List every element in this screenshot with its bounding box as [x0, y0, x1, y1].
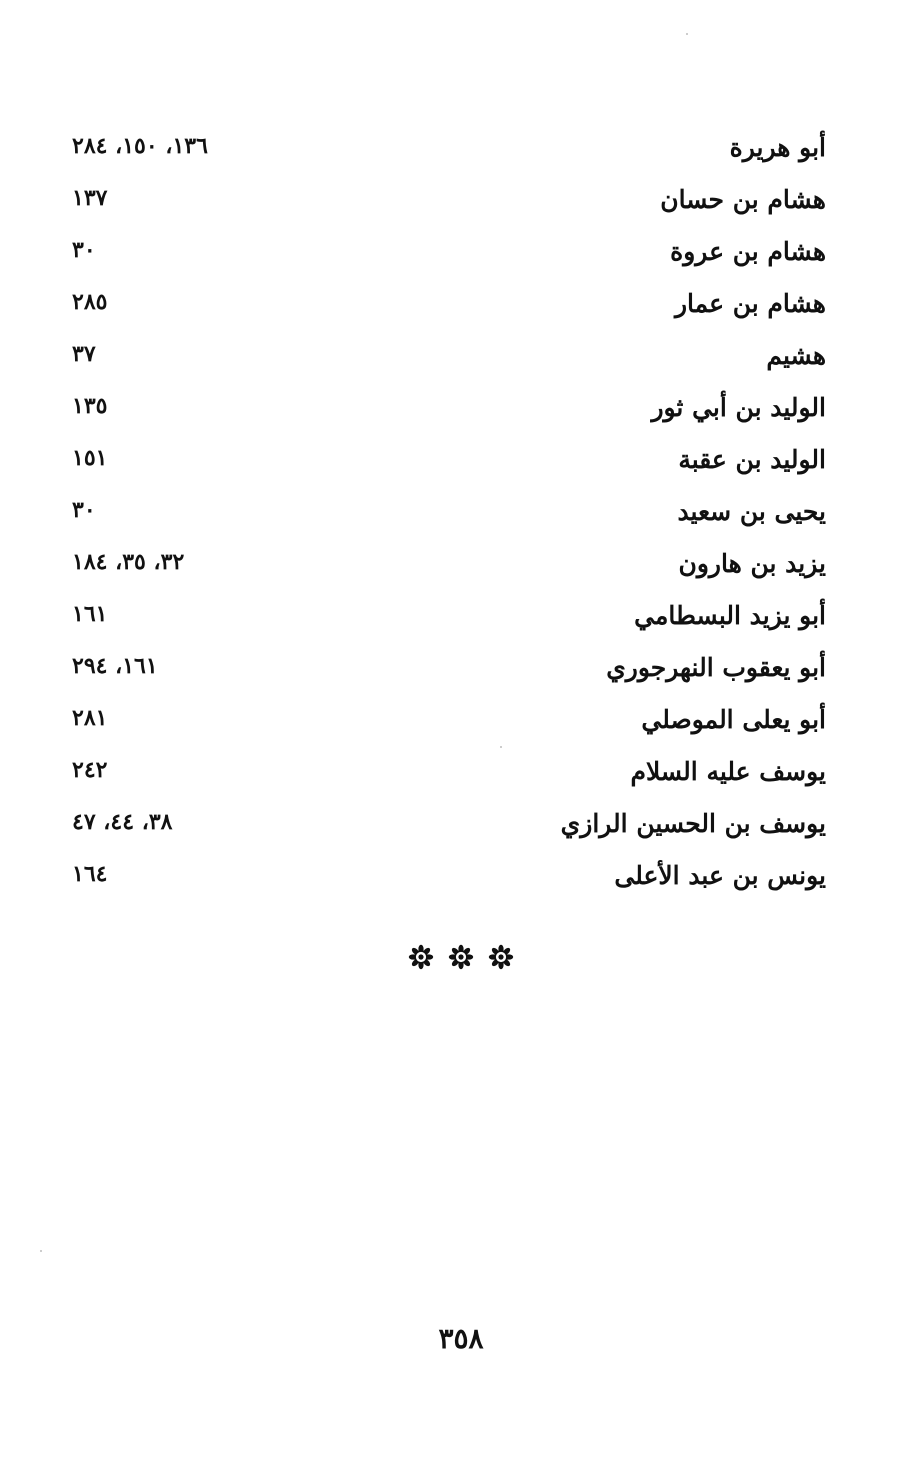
- entry-page-numbers: ٢٨١: [72, 705, 108, 731]
- index-entry: [0, 644, 922, 696]
- entry-page-numbers: ١٥١: [72, 445, 108, 471]
- index-list: [0, 124, 922, 904]
- index-entry: [0, 592, 922, 644]
- index-entry: [0, 488, 922, 540]
- index-entry: [0, 332, 922, 384]
- entry-page-numbers: ٢٨٥: [72, 289, 108, 315]
- entry-name: هشام بن حسان: [660, 185, 826, 214]
- entry-name: أبو هريرة: [729, 133, 826, 162]
- print-speck: [40, 1250, 42, 1252]
- index-entry: [0, 748, 922, 800]
- entry-name: يحيى بن سعيد: [677, 497, 826, 526]
- entry-name: أبو يعقوب النهرجوري: [606, 653, 826, 682]
- floral-ornament-icon: [488, 944, 514, 970]
- entry-name: هشام بن عروة: [670, 237, 826, 266]
- entry-name: هشام بن عمار: [674, 289, 826, 318]
- index-entry: [0, 696, 922, 748]
- print-speck: [500, 746, 502, 748]
- entry-page-numbers: ٣٢، ٣٥، ١٨٤: [72, 549, 185, 575]
- entry-page-numbers: ٣٧: [72, 341, 96, 367]
- entry-page-numbers: ١٦١: [72, 601, 108, 627]
- print-speck: [686, 33, 688, 35]
- entry-page-numbers: ٣٨، ٤٤، ٤٧: [72, 809, 173, 835]
- entry-page-numbers: ٣٠: [72, 497, 96, 523]
- index-entry: [0, 540, 922, 592]
- index-entry: [0, 280, 922, 332]
- index-entry: [0, 384, 922, 436]
- entry-name: أبو يزيد البسطامي: [634, 601, 826, 630]
- section-end-ornaments: [0, 944, 922, 970]
- floral-ornament-icon: [408, 944, 434, 970]
- floral-ornament-icon: [448, 944, 474, 970]
- entry-name: الوليد بن أبي ثور: [651, 393, 826, 422]
- entry-name: هشيم: [766, 341, 826, 370]
- index-entry: [0, 436, 922, 488]
- entry-page-numbers: ١٦١، ٢٩٤: [72, 653, 158, 679]
- index-entry: [0, 124, 922, 176]
- entry-name: أبو يعلى الموصلي: [641, 705, 826, 734]
- entry-page-numbers: ١٣٥: [72, 393, 108, 419]
- entry-name: الوليد بن عقبة: [678, 445, 826, 474]
- page-number: ٣٥٨: [438, 1322, 484, 1355]
- entry-page-numbers: ١٣٦، ١٥٠، ٢٨٤: [72, 133, 208, 159]
- index-entry: [0, 852, 922, 904]
- index-entry: [0, 228, 922, 280]
- index-entry: [0, 176, 922, 228]
- entry-page-numbers: ٢٤٢: [72, 757, 108, 783]
- entry-name: يونس بن عبد الأعلى: [614, 861, 826, 890]
- entry-page-numbers: ١٣٧: [72, 185, 108, 211]
- entry-name: يوسف عليه السلام: [630, 757, 826, 786]
- index-entry: [0, 800, 922, 852]
- entry-page-numbers: ١٦٤: [72, 861, 108, 887]
- entry-page-numbers: ٣٠: [72, 237, 96, 263]
- entry-name: يزيد بن هارون: [678, 549, 826, 578]
- entry-name: يوسف بن الحسين الرازي: [560, 809, 826, 838]
